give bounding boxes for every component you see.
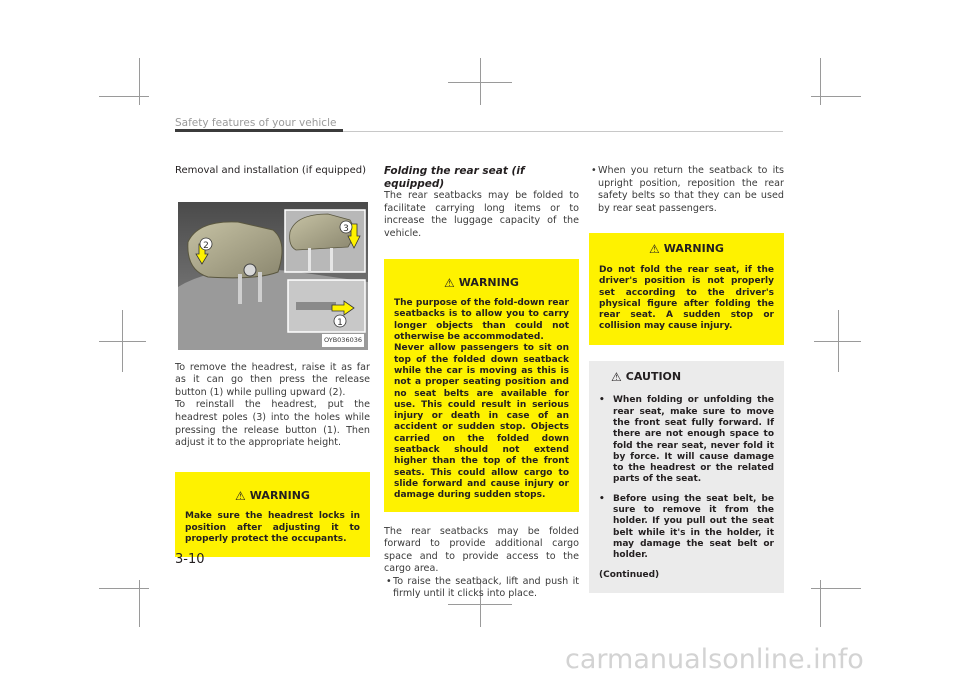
- bullet: •: [386, 575, 392, 587]
- list-item: [384, 576, 579, 601]
- subsection-heading: Removal and installation (if equipped): [175, 165, 366, 176]
- caution-item: [599, 494, 774, 562]
- page-number: 3-10: [175, 552, 205, 567]
- column-2: [384, 165, 579, 601]
- warning-text: Do not fold the rear seat, if the driver's position is not properly set according to the driver's physical figure after folding the rear seat. A sudden stop or collision may cause injury.: [599, 264, 774, 332]
- caution-icon: ⚠: [611, 369, 622, 384]
- column-1: [175, 165, 370, 557]
- column-3: [589, 165, 784, 593]
- warning-title: [599, 243, 774, 256]
- warning-icon: ⚠: [444, 275, 455, 290]
- warning-box: [589, 233, 784, 344]
- continued-label: (Continued): [599, 569, 660, 580]
- callout-2: 2: [203, 240, 209, 251]
- warning-title: [394, 277, 569, 290]
- section-heading: Folding the rear seat (if equipped): [384, 165, 525, 190]
- warning-title: [185, 490, 360, 503]
- crop-mark: [820, 58, 821, 105]
- crop-mark: [139, 58, 140, 105]
- crop-mark: [99, 96, 149, 97]
- bullet: •: [591, 165, 597, 176]
- warning-icon: ⚠: [235, 488, 246, 503]
- warning-text: Make sure the headrest locks in position after adjusting it to properly protect the occupants.: [185, 511, 360, 544]
- list-item-text: When you return the seatback to its upright position, reposition the rear safety belts so that they can be used by rear seat passengers.: [598, 165, 784, 214]
- callout-3: 3: [343, 223, 349, 234]
- caution-box: [589, 361, 784, 593]
- bullet: •: [599, 395, 605, 406]
- paragraph: The rear seatbacks may be folded to facilitate carrying long items or to increase the luggage capacity of the vehicle.: [384, 190, 579, 239]
- warning-label: WARNING: [663, 242, 724, 256]
- warning-text: The purpose of the fold-down rear seatbacks is to allow you to carry longer objects than could not otherwise be accommodated.: [394, 298, 569, 343]
- warning-box: [384, 259, 579, 512]
- figure-caption: OYB036036: [322, 334, 364, 347]
- paragraph: To reinstall the headrest, put the headrest poles (3) into the holes while pressing the release button (1). Then adjust it to the appropriate height.: [175, 399, 370, 449]
- paragraph: The rear seatbacks may be folded forward to provide additional cargo space and to provide access to the cargo area.: [384, 525, 579, 575]
- crop-mark: [811, 96, 861, 97]
- warning-label: WARNING: [249, 488, 310, 502]
- paragraph: To remove the headrest, raise it as far as it can go then press the release button (1) while pulling upward (2).: [175, 361, 370, 398]
- caution-item: [599, 395, 774, 485]
- warning-text: Never allow passengers to sit on top of the folded down seatback while the car is moving as this is not a proper seating position and no seat belts are available for use. This could result in serious injury or death in case of an accident or sudden stop. Objects carried on the folded down seatback should not extend higher than the top of the front seats. This could allow cargo to slide forward and cause injury or damage during sudden stops.: [394, 343, 569, 501]
- watermark: carmanualsonline.info: [565, 644, 864, 675]
- bullet: •: [599, 493, 605, 504]
- warning-icon: ⚠: [649, 242, 660, 257]
- crop-mark: [811, 588, 861, 589]
- list-item: [589, 165, 784, 215]
- caution-item-text: When folding or unfolding the rear seat, make sure to move the front seat fully forward. If there are not enough space to fold the rear seat, never fold it by force. It will cause damage to the headrest or the related parts of the seat.: [613, 395, 774, 485]
- registration-mark: [448, 82, 512, 83]
- warning-label: WARNING: [458, 275, 519, 289]
- crop-mark: [99, 588, 149, 589]
- caution-label: CAUTION: [625, 369, 682, 383]
- header-bar: [175, 129, 343, 132]
- registration-mark: [448, 604, 512, 605]
- callout-1: 1: [337, 317, 343, 328]
- caution-item-text: Before using the seat belt, be sure to remove it from the holder. If you pull out the seat belt while it's in the holder, it may damage the seat belt or holder.: [613, 493, 774, 561]
- section-header: Safety features of your vehicle: [175, 117, 337, 129]
- warning-box: [175, 472, 370, 557]
- caution-title: [611, 371, 774, 384]
- list-item-text: To raise the seatback, lift and push it firmly until it clicks into place.: [393, 575, 579, 600]
- registration-mark: [814, 341, 861, 342]
- header-rule: [343, 131, 783, 132]
- registration-mark: [99, 341, 146, 342]
- headrest-drawing: [178, 202, 368, 350]
- headrest-illustration: [178, 202, 368, 350]
